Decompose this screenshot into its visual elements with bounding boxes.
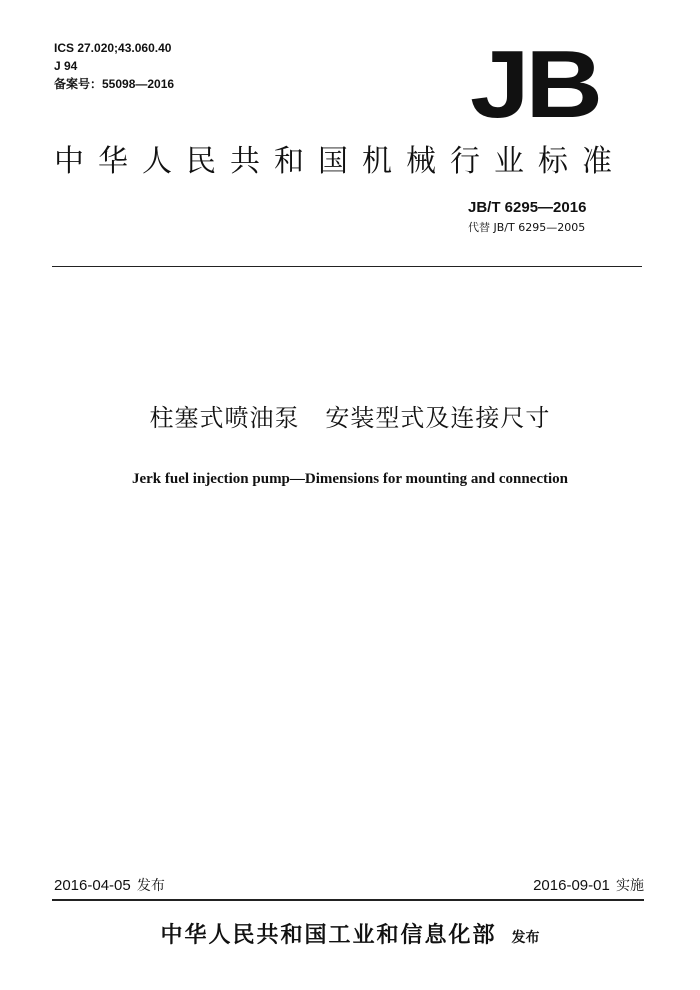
record-number: 备案号：55098—2016: [54, 77, 175, 91]
document-title-english: Jerk fuel injection pump—Dimensions for mounting and connection: [131, 471, 568, 487]
publisher-label: 发布: [511, 930, 540, 946]
top-divider: [52, 266, 642, 267]
bottom-divider: [52, 899, 644, 901]
jb-logo: JB: [470, 31, 599, 138]
publish-date-value: 2016-04-05: [54, 877, 131, 894]
standard-code: JB/T 6295—2016: [468, 199, 587, 216]
replaces-standard: 代替 JB/T 6295—2005: [468, 221, 586, 234]
document-title-chinese: 柱塞式喷油泵 安装型式及连接尺寸: [149, 404, 551, 432]
publisher: [0, 918, 700, 956]
publish-date-label: 发布: [136, 878, 165, 894]
publisher-name: 中华人民共和国工业和信息化部: [160, 923, 497, 948]
industry-standard-title: 中华人民共和国机械行业标准: [54, 144, 626, 179]
ics-code: ICS 27.020;43.060.40: [54, 41, 172, 55]
classification-code: J 94: [54, 59, 78, 73]
implement-date-value: 2016-09-01: [533, 877, 610, 894]
implement-date-label: 实施: [616, 878, 644, 894]
publish-date: [54, 876, 165, 896]
implement-date: [533, 876, 644, 896]
